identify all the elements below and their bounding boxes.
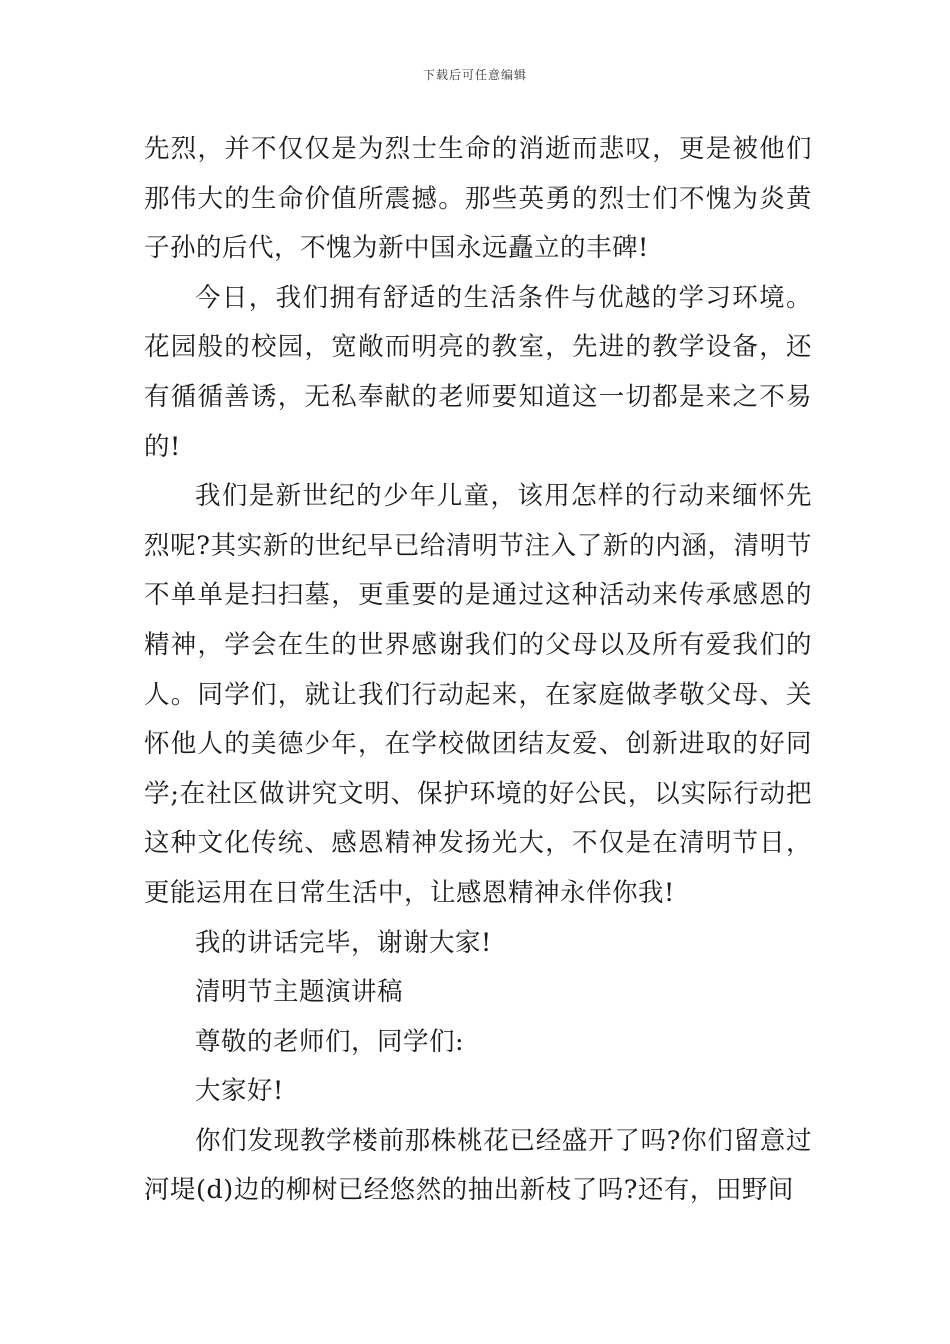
paragraph-3: 我们是新世纪的少年儿童，该用怎样的行动来缅怀先烈呢?其实新的世纪早已给清明节注入了新的内涵，清明节不单单是扫扫墓，更重要的是通过这种活动来传承感恩的精神，学会在生的世界感谢我们的父母以及所有爱我们的人。同学们，就让我们行动起来，在家庭做孝敬父母、关怀他人的美德少年，在学校做团结友爱、创新进取的好同学;在社区做讲究文明、保护环境的好公民，以实际行动把这种文化传统、感恩精神发扬光大，不仅是在清明节日，更能运用在日常生活中，让感恩精神永伴你我! (144, 481, 812, 908)
paragraph-5-title: 清明节主题演讲稿 (195, 977, 404, 1008)
paragraph-4: 我的讲话完毕，谢谢大家! (195, 927, 492, 958)
document-body (144, 125, 812, 1216)
paragraph-2: 今日，我们拥有舒适的生活条件与优越的学习环境。花园般的校园，宽敞而明亮的教室，先进的教学设备，还有循循善诱，无私奉献的老师要知道这一切都是来之不易的! (144, 282, 812, 462)
header-note: 下载后可任意编辑 (422, 68, 527, 82)
paragraph-7-greeting: 大家好! (195, 1076, 284, 1107)
paragraph-1: 先烈，并不仅仅是为烈士生命的消逝而悲叹，更是被他们那伟大的生命价值所震撼。那些英勇的烈士们不愧为炎黄子孙的后代，不愧为新中国永远矗立的丰碑! (144, 134, 812, 264)
paragraph-8: 你们发现教学楼前那株桃花已经盛开了吗?你们留意过河堤(d)边的柳树已经悠然的抽出新枝了吗?还有，田野间 (144, 1125, 812, 1206)
paragraph-6-salutation: 尊敬的老师们，同学们: (195, 1026, 465, 1057)
